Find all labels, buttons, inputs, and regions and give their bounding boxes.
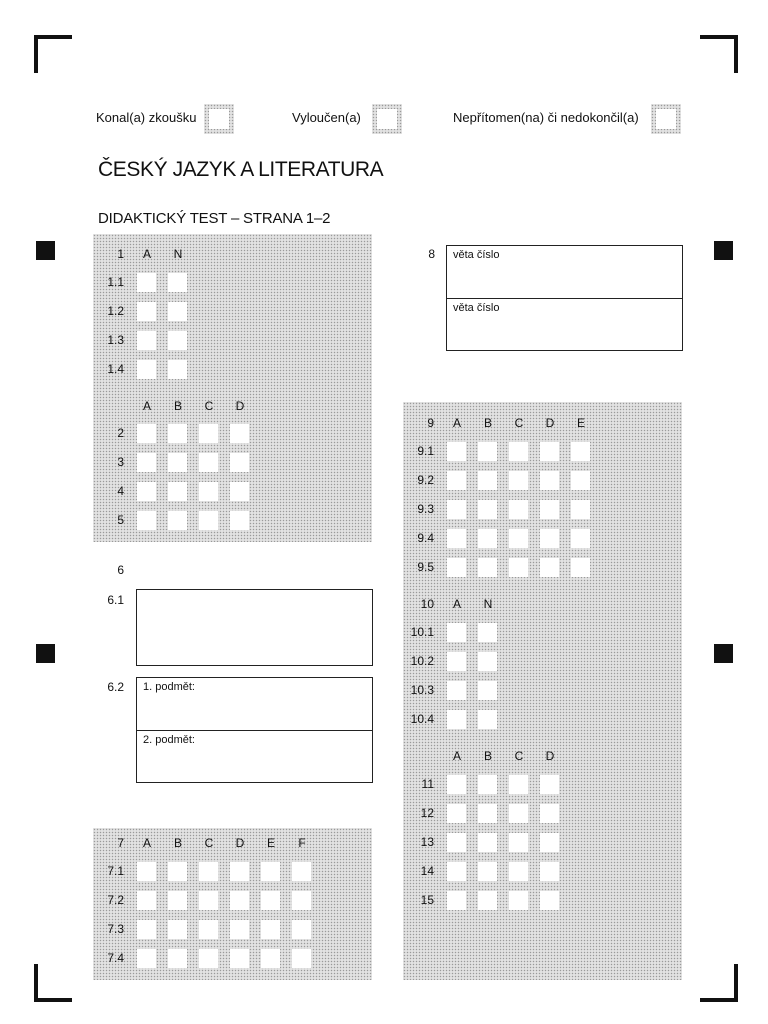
q10-row-label: 10.3: [410, 683, 434, 697]
answer-checkbox[interactable]: [540, 862, 559, 881]
answer-checkbox[interactable]: [230, 511, 249, 530]
answer-checkbox[interactable]: [137, 511, 156, 530]
answer-checkbox[interactable]: [509, 804, 528, 823]
answer-checkbox[interactable]: [509, 775, 528, 794]
answer-checkbox[interactable]: [199, 949, 218, 968]
answer-checkbox[interactable]: [571, 558, 590, 577]
answer-checkbox[interactable]: [540, 500, 559, 519]
registration-mark: [36, 241, 55, 260]
answer-checkbox[interactable]: [447, 891, 466, 910]
q7-option-header: D: [235, 836, 245, 850]
q7-option-header: C: [204, 836, 214, 850]
answer-checkbox[interactable]: [230, 891, 249, 910]
q9-row-label: 9.1: [417, 444, 434, 458]
q2-5-option-header: A: [142, 399, 151, 413]
answer-checkbox[interactable]: [509, 833, 528, 852]
answer-checkbox[interactable]: [292, 920, 311, 939]
corner-mark-top-left: [34, 35, 72, 73]
answer-grid-questions-1-5: [93, 234, 372, 542]
q9-row-label: 9.4: [417, 531, 434, 545]
answer-checkbox[interactable]: [509, 442, 528, 461]
q9-number: 9: [427, 416, 434, 430]
q9-row-label: 9.2: [417, 473, 434, 487]
answer-checkbox[interactable]: [509, 558, 528, 577]
q2-5-row-label: 4: [117, 484, 124, 498]
answer-checkbox[interactable]: [509, 862, 528, 881]
answer-checkbox[interactable]: [230, 424, 249, 443]
answer-checkbox[interactable]: [540, 775, 559, 794]
answer-checkbox[interactable]: [447, 471, 466, 490]
corner-mark-bottom-left: [34, 964, 72, 1002]
answer-checkbox[interactable]: [447, 681, 466, 700]
answer-checkbox[interactable]: [478, 710, 497, 729]
answer-checkbox[interactable]: [168, 949, 187, 968]
answer-checkbox[interactable]: [168, 424, 187, 443]
q11-15-row-label: 14: [420, 864, 434, 878]
answer-checkbox[interactable]: [571, 529, 590, 548]
answer-field-6-2[interactable]: [136, 677, 373, 783]
q2-5-row-label: 3: [117, 455, 124, 469]
answer-checkbox[interactable]: [230, 949, 249, 968]
answer-checkbox[interactable]: [199, 862, 218, 881]
answer-checkbox[interactable]: [261, 862, 280, 881]
status-excluded-label: Vyloučen(a): [292, 110, 361, 125]
q7-row-label: 7.1: [107, 864, 124, 878]
question-8-number: 8: [428, 247, 435, 261]
answer-checkbox[interactable]: [478, 891, 497, 910]
answer-checkbox[interactable]: [447, 862, 466, 881]
q10-row-label: 10.4: [410, 712, 434, 726]
q2-5-row-label: 5: [117, 513, 124, 527]
q9-row-label: 9.3: [417, 502, 434, 516]
q10-number: 10: [420, 597, 434, 611]
answer-checkbox[interactable]: [261, 949, 280, 968]
answer-checkbox[interactable]: [571, 471, 590, 490]
answer-checkbox[interactable]: [137, 453, 156, 472]
answer-checkbox[interactable]: [447, 804, 466, 823]
status-took-exam-checkbox[interactable]: [204, 104, 234, 134]
q11-15-option-header: D: [545, 749, 555, 763]
subject-2-label: 2. podmět:: [143, 734, 195, 746]
answer-checkbox[interactable]: [447, 652, 466, 671]
registration-mark: [714, 241, 733, 260]
answer-checkbox[interactable]: [230, 920, 249, 939]
q11-15-option-header: A: [452, 749, 461, 763]
answer-checkbox[interactable]: [137, 302, 156, 321]
answer-checkbox[interactable]: [478, 500, 497, 519]
sentence-number-label-1: věta číslo: [453, 249, 500, 261]
q9-option-header: A: [452, 416, 461, 430]
q7-option-header: A: [142, 836, 151, 850]
q2-5-option-header: C: [204, 399, 214, 413]
answer-checkbox[interactable]: [168, 360, 187, 379]
answer-checkbox[interactable]: [447, 710, 466, 729]
question-6-2-number: 6.2: [107, 680, 124, 694]
answer-field-6-1[interactable]: [136, 589, 373, 666]
answer-checkbox[interactable]: [137, 920, 156, 939]
answer-checkbox[interactable]: [571, 500, 590, 519]
answer-checkbox[interactable]: [478, 833, 497, 852]
corner-mark-top-right: [700, 35, 738, 73]
answer-checkbox[interactable]: [168, 273, 187, 292]
answer-checkbox[interactable]: [540, 891, 559, 910]
answer-checkbox[interactable]: [571, 442, 590, 461]
answer-checkbox[interactable]: [478, 862, 497, 881]
answer-checkbox[interactable]: [292, 891, 311, 910]
q2-5-option-header: B: [173, 399, 182, 413]
registration-mark: [36, 644, 55, 663]
question-6-1-number: 6.1: [107, 593, 124, 607]
answer-checkbox[interactable]: [447, 558, 466, 577]
answer-checkbox[interactable]: [137, 949, 156, 968]
answer-checkbox[interactable]: [261, 920, 280, 939]
answer-checkbox[interactable]: [478, 623, 497, 642]
sentence-number-label-2: věta číslo: [453, 302, 500, 314]
answer-checkbox[interactable]: [168, 453, 187, 472]
q7-row-label: 7.3: [107, 922, 124, 936]
answer-grid-questions-9-15: [403, 402, 682, 980]
q11-15-row-label: 13: [420, 835, 434, 849]
q1-row-label: 1.3: [107, 333, 124, 347]
q11-15-row-label: 15: [420, 893, 434, 907]
answer-checkbox[interactable]: [478, 529, 497, 548]
answer-checkbox[interactable]: [168, 862, 187, 881]
answer-checkbox[interactable]: [447, 500, 466, 519]
answer-field-8[interactable]: [446, 245, 683, 351]
subject-1-label: 1. podmět:: [143, 681, 195, 693]
q2-5-option-header: D: [235, 399, 245, 413]
q10-row-label: 10.2: [410, 654, 434, 668]
q11-15-row-label: 11: [421, 777, 434, 791]
answer-checkbox[interactable]: [540, 529, 559, 548]
answer-checkbox[interactable]: [478, 681, 497, 700]
answer-checkbox[interactable]: [447, 623, 466, 642]
q9-option-header: C: [514, 416, 524, 430]
q11-15-row-label: 12: [420, 806, 434, 820]
answer-checkbox[interactable]: [199, 920, 218, 939]
answer-checkbox[interactable]: [137, 862, 156, 881]
q1-row-label: 1.2: [107, 304, 124, 318]
answer-checkbox[interactable]: [540, 558, 559, 577]
answer-checkbox[interactable]: [199, 424, 218, 443]
status-absent-checkbox[interactable]: [651, 104, 681, 134]
answer-checkbox[interactable]: [447, 775, 466, 794]
q1-option-header: N: [173, 247, 183, 261]
q9-option-header: D: [545, 416, 555, 430]
answer-checkbox[interactable]: [168, 511, 187, 530]
answer-checkbox[interactable]: [509, 529, 528, 548]
q9-option-header: E: [576, 416, 585, 430]
status-took-exam-label: Konal(a) zkoušku: [96, 110, 197, 125]
answer-checkbox[interactable]: [509, 500, 528, 519]
answer-checkbox[interactable]: [199, 453, 218, 472]
answer-checkbox[interactable]: [230, 862, 249, 881]
answer-checkbox[interactable]: [478, 804, 497, 823]
answer-checkbox[interactable]: [540, 804, 559, 823]
answer-checkbox[interactable]: [199, 891, 218, 910]
q1-option-header: A: [142, 247, 151, 261]
answer-checkbox[interactable]: [478, 442, 497, 461]
answer-checkbox[interactable]: [447, 529, 466, 548]
question-6-number: 6: [117, 563, 124, 577]
answer-checkbox[interactable]: [230, 482, 249, 501]
answer-checkbox[interactable]: [230, 453, 249, 472]
answer-checkbox[interactable]: [540, 471, 559, 490]
q2-5-row-label: 2: [117, 426, 124, 440]
answer-checkbox[interactable]: [509, 891, 528, 910]
q7-row-label: 7.4: [107, 951, 124, 965]
q7-option-header: F: [298, 836, 306, 850]
q7-option-header: B: [173, 836, 182, 850]
status-absent-label: Nepřítomen(na) či nedokončil(a): [453, 110, 639, 125]
answer-checkbox[interactable]: [168, 891, 187, 910]
answer-checkbox[interactable]: [137, 331, 156, 350]
answer-checkbox[interactable]: [168, 331, 187, 350]
answer-checkbox[interactable]: [137, 482, 156, 501]
q1-number: 1: [117, 247, 124, 261]
answer-checkbox[interactable]: [292, 862, 311, 881]
status-excluded-checkbox[interactable]: [372, 104, 402, 134]
answer-checkbox[interactable]: [447, 833, 466, 852]
answer-checkbox[interactable]: [168, 482, 187, 501]
q7-option-header: E: [266, 836, 275, 850]
answer-checkbox[interactable]: [261, 891, 280, 910]
answer-checkbox[interactable]: [292, 949, 311, 968]
answer-checkbox[interactable]: [478, 471, 497, 490]
answer-checkbox[interactable]: [509, 471, 528, 490]
answer-checkbox[interactable]: [199, 511, 218, 530]
page-subtitle: DIDAKTICKÝ TEST – STRANA 1–2: [98, 210, 331, 227]
page-title: ČESKÝ JAZYK A LITERATURA: [98, 158, 384, 181]
q7-number: 7: [117, 836, 124, 850]
answer-checkbox[interactable]: [137, 424, 156, 443]
registration-mark: [714, 644, 733, 663]
q9-option-header: B: [483, 416, 492, 430]
answer-checkbox[interactable]: [168, 920, 187, 939]
answer-checkbox[interactable]: [478, 558, 497, 577]
q10-row-label: 10.1: [410, 625, 434, 639]
corner-mark-bottom-right: [700, 964, 738, 1002]
divider: [137, 730, 372, 731]
answer-grid-question-7: [93, 828, 372, 980]
q10-option-header: N: [483, 597, 493, 611]
q10-option-header: A: [452, 597, 461, 611]
answer-checkbox[interactable]: [137, 273, 156, 292]
q11-15-option-header: B: [483, 749, 492, 763]
answer-checkbox[interactable]: [199, 482, 218, 501]
q9-row-label: 9.5: [417, 560, 434, 574]
answer-checkbox[interactable]: [447, 442, 466, 461]
q1-row-label: 1.4: [107, 362, 124, 376]
answer-checkbox[interactable]: [478, 775, 497, 794]
q7-row-label: 7.2: [107, 893, 124, 907]
q1-row-label: 1.1: [107, 275, 124, 289]
answer-checkbox[interactable]: [478, 652, 497, 671]
answer-checkbox[interactable]: [137, 360, 156, 379]
divider: [447, 298, 682, 299]
q11-15-option-header: C: [514, 749, 524, 763]
answer-checkbox[interactable]: [168, 302, 187, 321]
answer-checkbox[interactable]: [137, 891, 156, 910]
answer-checkbox[interactable]: [540, 442, 559, 461]
answer-checkbox[interactable]: [540, 833, 559, 852]
